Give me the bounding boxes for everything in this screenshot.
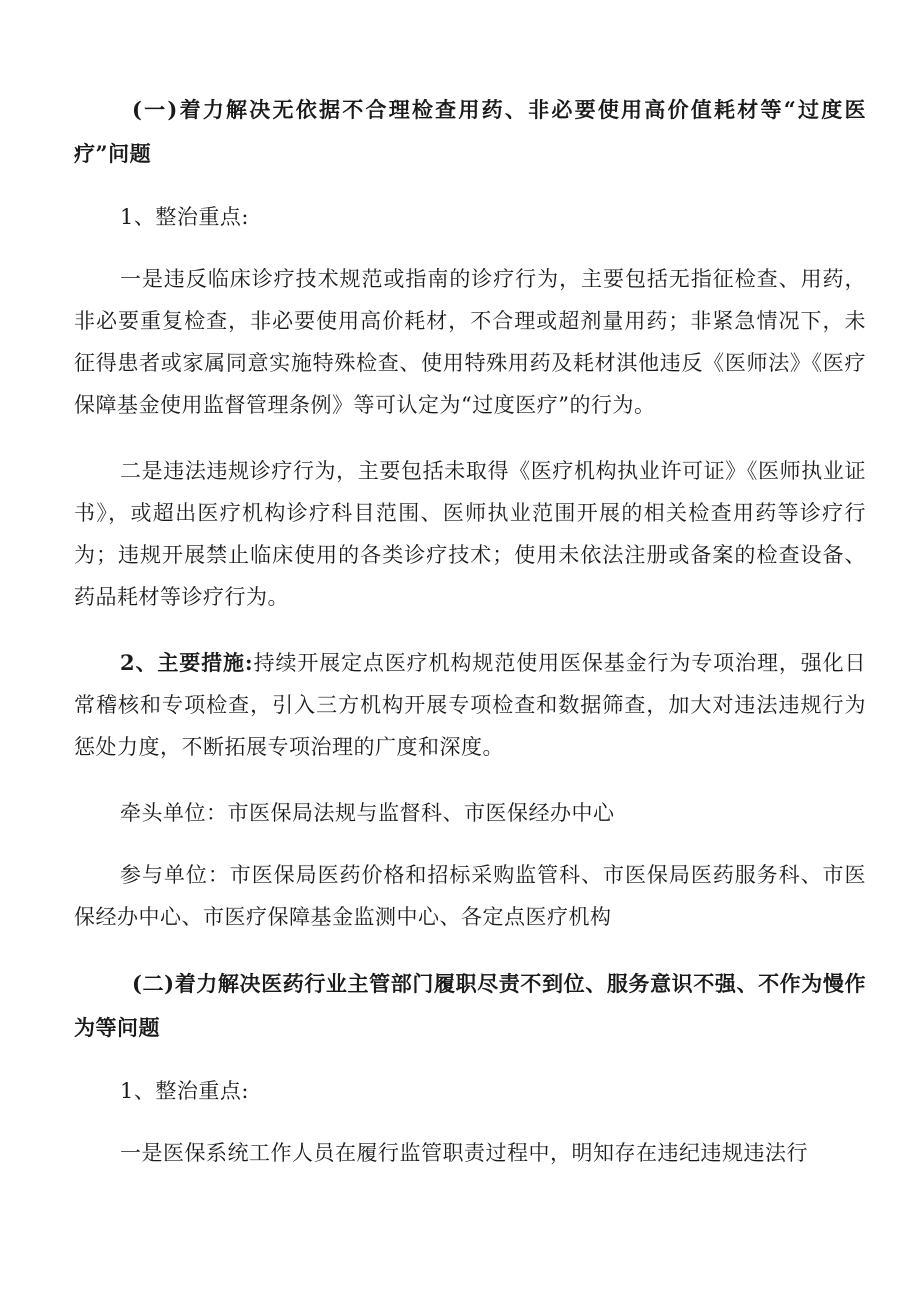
section-1-measures — [74, 642, 866, 768]
section-2-focus-label: 1、整治重点: — [120, 1079, 249, 1103]
section-1-focus-label: 1、整治重点: — [120, 205, 249, 229]
section-1-heading: (一)着力解决无依据不合理检查用药、非必要使用高价值耗材等“过度医疗”问题 — [74, 97, 866, 166]
section-1-item-two: 二是违法违规诊疗行为，主要包括未取得《医疗机构执业许可证》《医师执业证书》，或超出医疗机构诊疗科目范围、医师执业范围开展的相关检查用药等诊疗行为；违规开展禁止临床使用的各类诊疗技术；使用未依法注册或备案的检查设备、药品耗材等诊疗行为。 — [74, 459, 866, 609]
section-2-item-one: 一是医保系统工作人员在履行监管职责过程中，明知存在违纪违规违法行 — [120, 1141, 808, 1165]
document-page — [74, 88, 866, 1198]
section-1-item-one: 一是违反临床诊疗技术规范或指南的诊疗行为，主要包括无指征检查、用药，非必要重复检查，非必要使用高价耗材，不合理或超剂量用药；非紧急情况下，未征得患者或家属同意实施特殊检查、使用特殊用药及耗材淇他违反《医师法》《医疗保障基金使用监督管理条例》等可认定为“过度医疗”的行为。 — [74, 267, 866, 417]
section-1-lead-unit: 牵头单位：市医保局法规与监督科、市医保经办中心 — [120, 801, 615, 825]
measures-text: 持续开展定点医疗机构规范使用医保基金行为专项治理，强化日常稽核和专项检查，引入三方机构开展专项检查和数据筛查，加大对违法违规行为惩处力度，不断拓展专项治理的广度和深度。 — [74, 651, 866, 759]
measures-label: 2、主要措施: — [120, 650, 254, 675]
section-1-participating-units: 参与单位：市医保局医药价格和招标采购监管科、市医保局医药服务科、市医保经办中心、市医疗保障基金监测中心、各定点医疗机构 — [74, 863, 866, 929]
section-2-heading: (二)着力解决医药行业主管部门履职尽责不到位、服务意识不强、不作为慢作为等问题 — [74, 971, 866, 1040]
